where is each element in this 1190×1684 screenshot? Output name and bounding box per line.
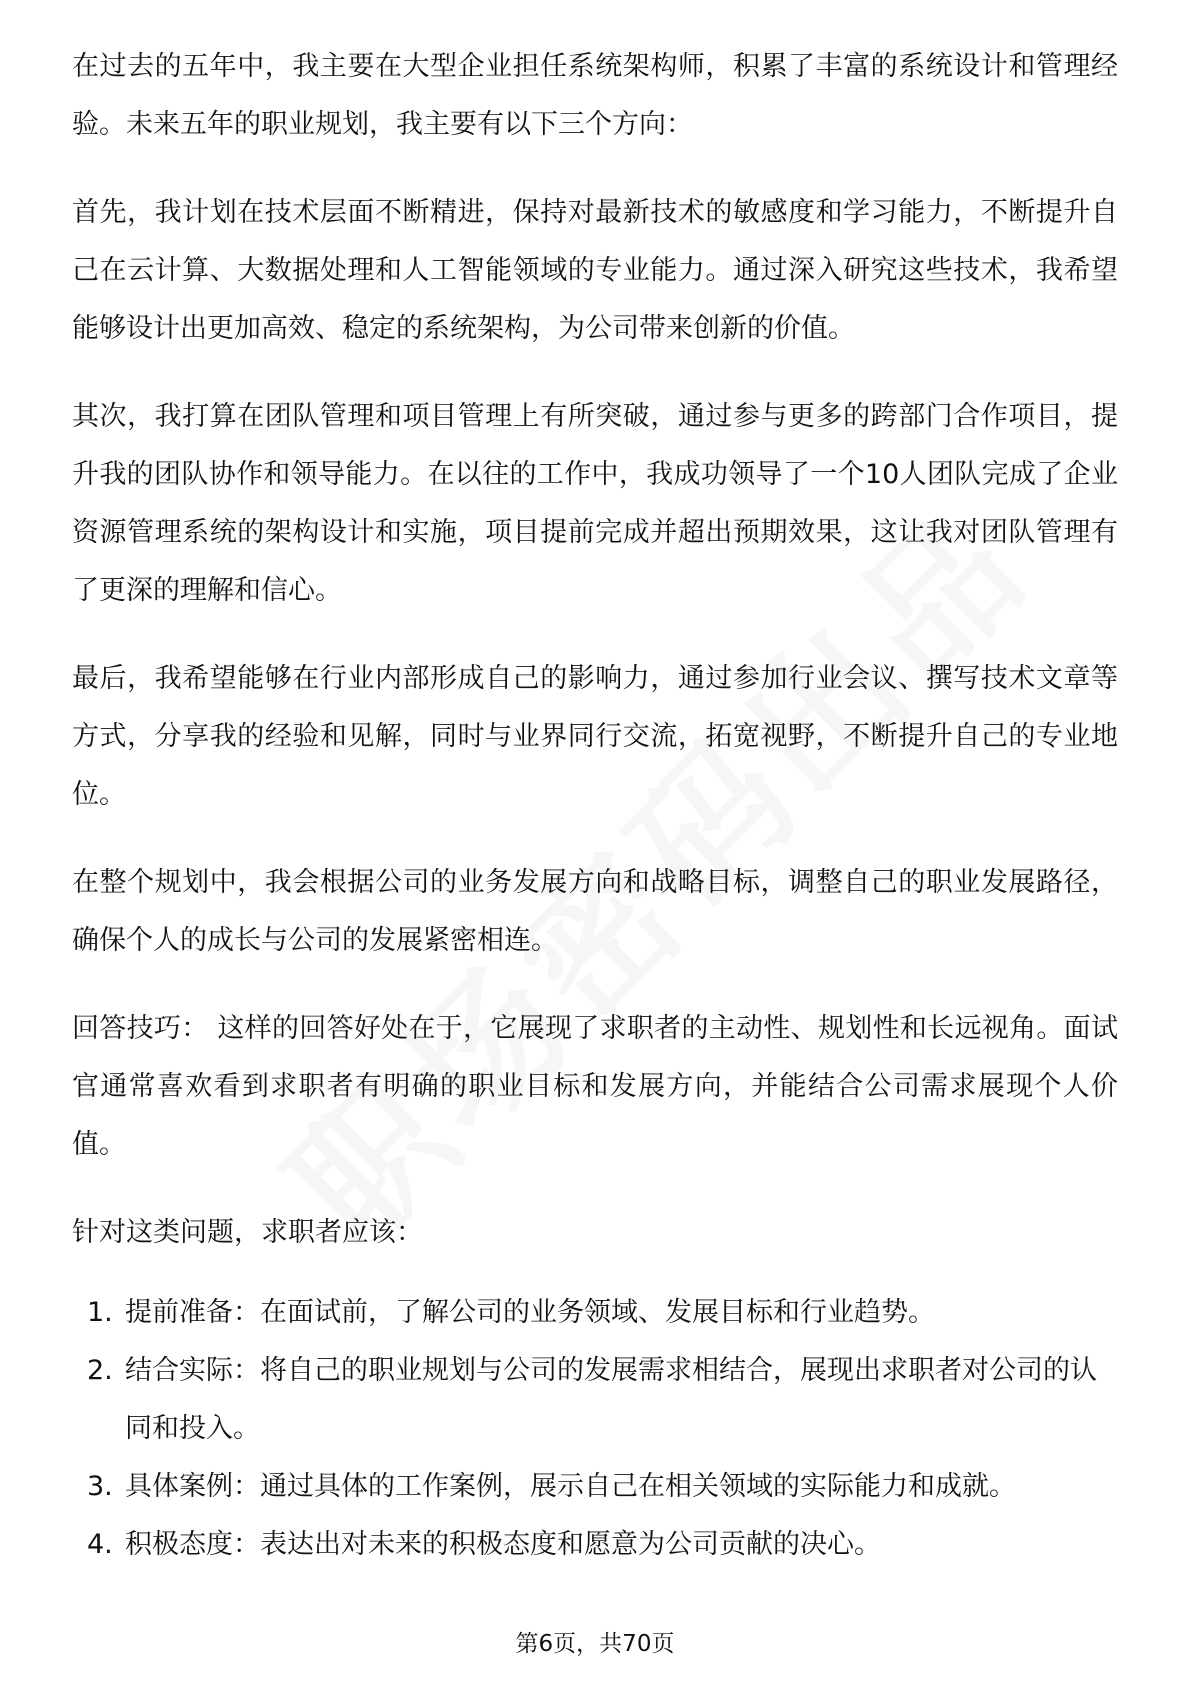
list-number: 3. — [87, 1471, 113, 1502]
paragraph-intro: 在过去的五年中，我主要在大型企业担任系统架构师，积累了丰富的系统设计和管理经验。未来五年的职业规划，我主要有以下三个方向： — [72, 51, 1118, 140]
list-text: 结合实际：将自己的职业规划与公司的发展需求相结合，展现出求职者对公司的认同和投入。 — [125, 1355, 1097, 1444]
list-number: 2. — [87, 1355, 113, 1386]
paragraph-list-intro: 针对这类问题，求职者应该： — [72, 1217, 423, 1248]
list-item — [72, 1516, 1118, 1574]
list-number: 4. — [87, 1529, 113, 1560]
list-number: 1. — [87, 1297, 113, 1328]
paragraph-answer-tips: 回答技巧： 这样的回答好处在于，它展现了求职者的主动性、规划性和长远视角。面试官通常喜欢看到求职者有明确的职业目标和发展方向，并能结合公司需求展现个人价值。 — [72, 1013, 1118, 1160]
tips-list — [72, 1284, 1118, 1574]
list-item — [72, 1342, 1118, 1458]
paragraph-first-direction: 首先，我计划在技术层面不断精进，保持对最新技术的敏感度和学习能力，不断提升自己在云计算、大数据处理和人工智能领域的专业能力。通过深入研究这些技术，我希望能够设计出更加高效、稳定的系统架构，为公司带来创新的价值。 — [72, 197, 1118, 344]
paragraph-third-direction: 最后，我希望能够在行业内部形成自己的影响力，通过参加行业会议、撰写技术文章等方式，分享我的经验和见解，同时与业界同行交流，拓宽视野，不断提升自己的专业地位。 — [72, 663, 1118, 810]
document-body — [72, 38, 1118, 1574]
paragraph-second-direction: 其次，我打算在团队管理和项目管理上有所突破，通过参与更多的跨部门合作项目，提升我的团队协作和领导能力。在以往的工作中，我成功领导了一个10人团队完成了企业资源管理系统的架构设计和实施，项目提前完成并超出预期效果，这让我对团队管理有了更深的理解和信心。 — [72, 401, 1118, 606]
list-text: 提前准备：在面试前，了解公司的业务领域、发展目标和行业趋势。 — [125, 1297, 935, 1328]
page-footer: 第6页，共70页 — [515, 1631, 675, 1657]
list-item — [72, 1284, 1118, 1342]
list-text: 具体案例：通过具体的工作案例，展示自己在相关领域的实际能力和成就。 — [125, 1471, 1016, 1502]
paragraph-summary: 在整个规划中，我会根据公司的业务发展方向和战略目标，调整自己的职业发展路径，确保个人的成长与公司的发展紧密相连。 — [72, 867, 1118, 956]
list-item — [72, 1458, 1118, 1516]
list-text: 积极态度：表达出对未来的积极态度和愿意为公司贡献的决心。 — [125, 1529, 881, 1560]
